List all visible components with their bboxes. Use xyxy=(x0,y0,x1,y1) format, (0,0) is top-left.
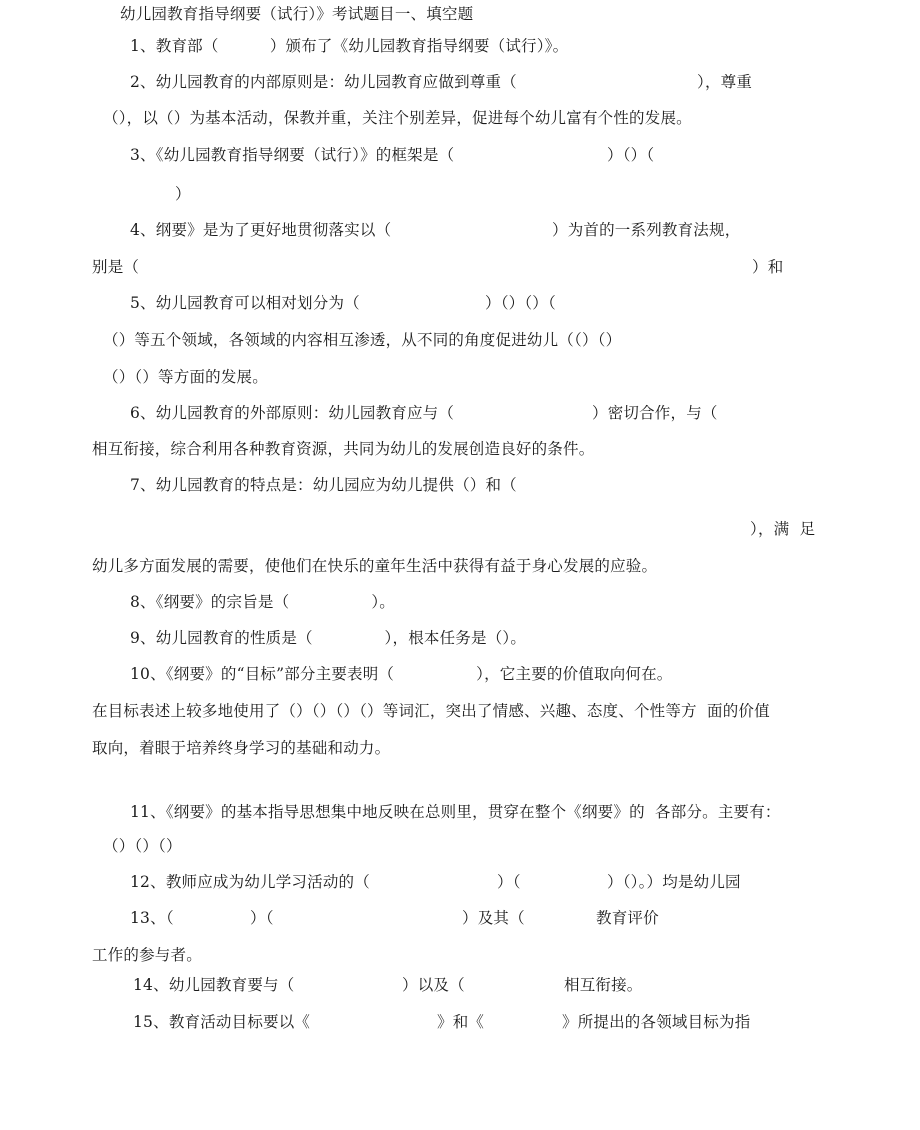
question-14-part-c: 相互衔接。 xyxy=(564,976,643,994)
question-13-part-c: ）及其（ xyxy=(462,909,525,927)
question-4-part-b: ）为首的一系列教育法规， xyxy=(552,221,741,239)
question-13-part-a: 13、（ xyxy=(130,909,174,927)
question-4-part-c: 别是（ xyxy=(92,258,140,276)
question-6-part-b: ）密切合作，与（ xyxy=(592,404,718,422)
question-15-part-c: 》所提出的各领域目标为指 xyxy=(562,1013,751,1031)
question-5-part-c: （）等五个领域，各领域的内容相互渗透，从不同的角度促进幼儿（（）（） xyxy=(103,331,622,349)
question-5-part-b: ）（）（）（ xyxy=(485,294,556,312)
question-12-part-a: 12、教师应成为幼儿学习活动的（ xyxy=(130,873,370,891)
question-7-part-c: 幼儿多方面发展的需要，使他们在快乐的童年生活中获得有益于身心发展的应验。 xyxy=(92,557,658,575)
question-14-part-a: 14、幼儿园教育要与（ xyxy=(133,976,295,994)
question-7-part-a: 7、幼儿园教育的特点是：幼儿园应为幼儿提供（）和（ xyxy=(130,476,517,494)
question-6-part-c: 相互衔接，综合利用各种教育资源，共同为幼儿的发展创造良好的条件。 xyxy=(92,440,595,458)
question-7-part-b: ），满 足 xyxy=(750,520,816,538)
question-13-part-b: ）（ xyxy=(250,909,274,927)
question-3-part-a: 3、《幼儿园教育指导纲要（试行）》的框架是（ xyxy=(130,146,455,164)
question-10-part-c: 取向，着眼于培养终身学习的基础和动力。 xyxy=(92,739,391,757)
question-15-part-a: 15、教育活动目标要以《 xyxy=(133,1013,311,1031)
question-13-part-d: 教育评价 xyxy=(596,909,659,927)
question-11-part-a: 11、《纲要》的基本指导思想集中地反映在总则里，贯穿在整个《纲要》的 各部分。主要有： xyxy=(130,803,781,821)
question-5-part-a: 5、幼儿园教育可以相对划分为（ xyxy=(130,294,360,312)
question-1: 1、教育部（ ）颁布了《幼儿园教育指导纲要（试行）》。 xyxy=(130,37,569,55)
question-12-part-b: ）（ xyxy=(497,873,521,891)
question-4-part-d: ）和 xyxy=(752,258,784,276)
question-6-part-a: 6、幼儿园教育的外部原则：幼儿园教育应与（ xyxy=(130,404,455,422)
question-12-part-c: ）（）。）均是幼儿园 xyxy=(607,873,741,891)
document-title: 幼儿园教育指导纲要（试行）》考试题目一、填空题 xyxy=(120,5,474,23)
question-2-part-a: 2、幼儿园教育的内部原则是：幼儿园教育应做到尊重（ xyxy=(130,73,517,91)
question-3-part-b: ）（）（ xyxy=(607,146,655,164)
question-9: 9、幼儿园教育的性质是（ ），根本任务是（）。 xyxy=(130,629,527,647)
question-3-part-c: ） xyxy=(175,185,191,203)
question-14-part-b: ）以及（ xyxy=(402,976,465,994)
question-10-part-a: 10、《纲要》的“目标”部分主要表明（ ），它主要的价值取向何在。 xyxy=(130,665,673,683)
question-13-part-e: 工作的参与者。 xyxy=(92,946,202,964)
question-10-part-b: 在目标表述上较多地使用了（）（）（）（）等词汇，突出了情感、兴趣、态度、个性等方 面的价值 xyxy=(92,702,770,720)
question-2-part-b: ），尊重 xyxy=(697,73,753,91)
question-4-part-a: 4、纲要》是为了更好地贯彻落实以（ xyxy=(130,221,392,239)
question-15-part-b: 》和《 xyxy=(437,1013,485,1031)
question-11-part-b: （）（）（） xyxy=(103,837,182,855)
question-5-part-d: （）（）等方面的发展。 xyxy=(103,368,268,386)
question-2-part-c: （），以（）为基本活动，保教并重，关注个别差异，促进每个幼儿富有个性的发展。 xyxy=(103,109,692,127)
question-8: 8、《纲要》的宗旨是（ ）。 xyxy=(130,593,395,611)
